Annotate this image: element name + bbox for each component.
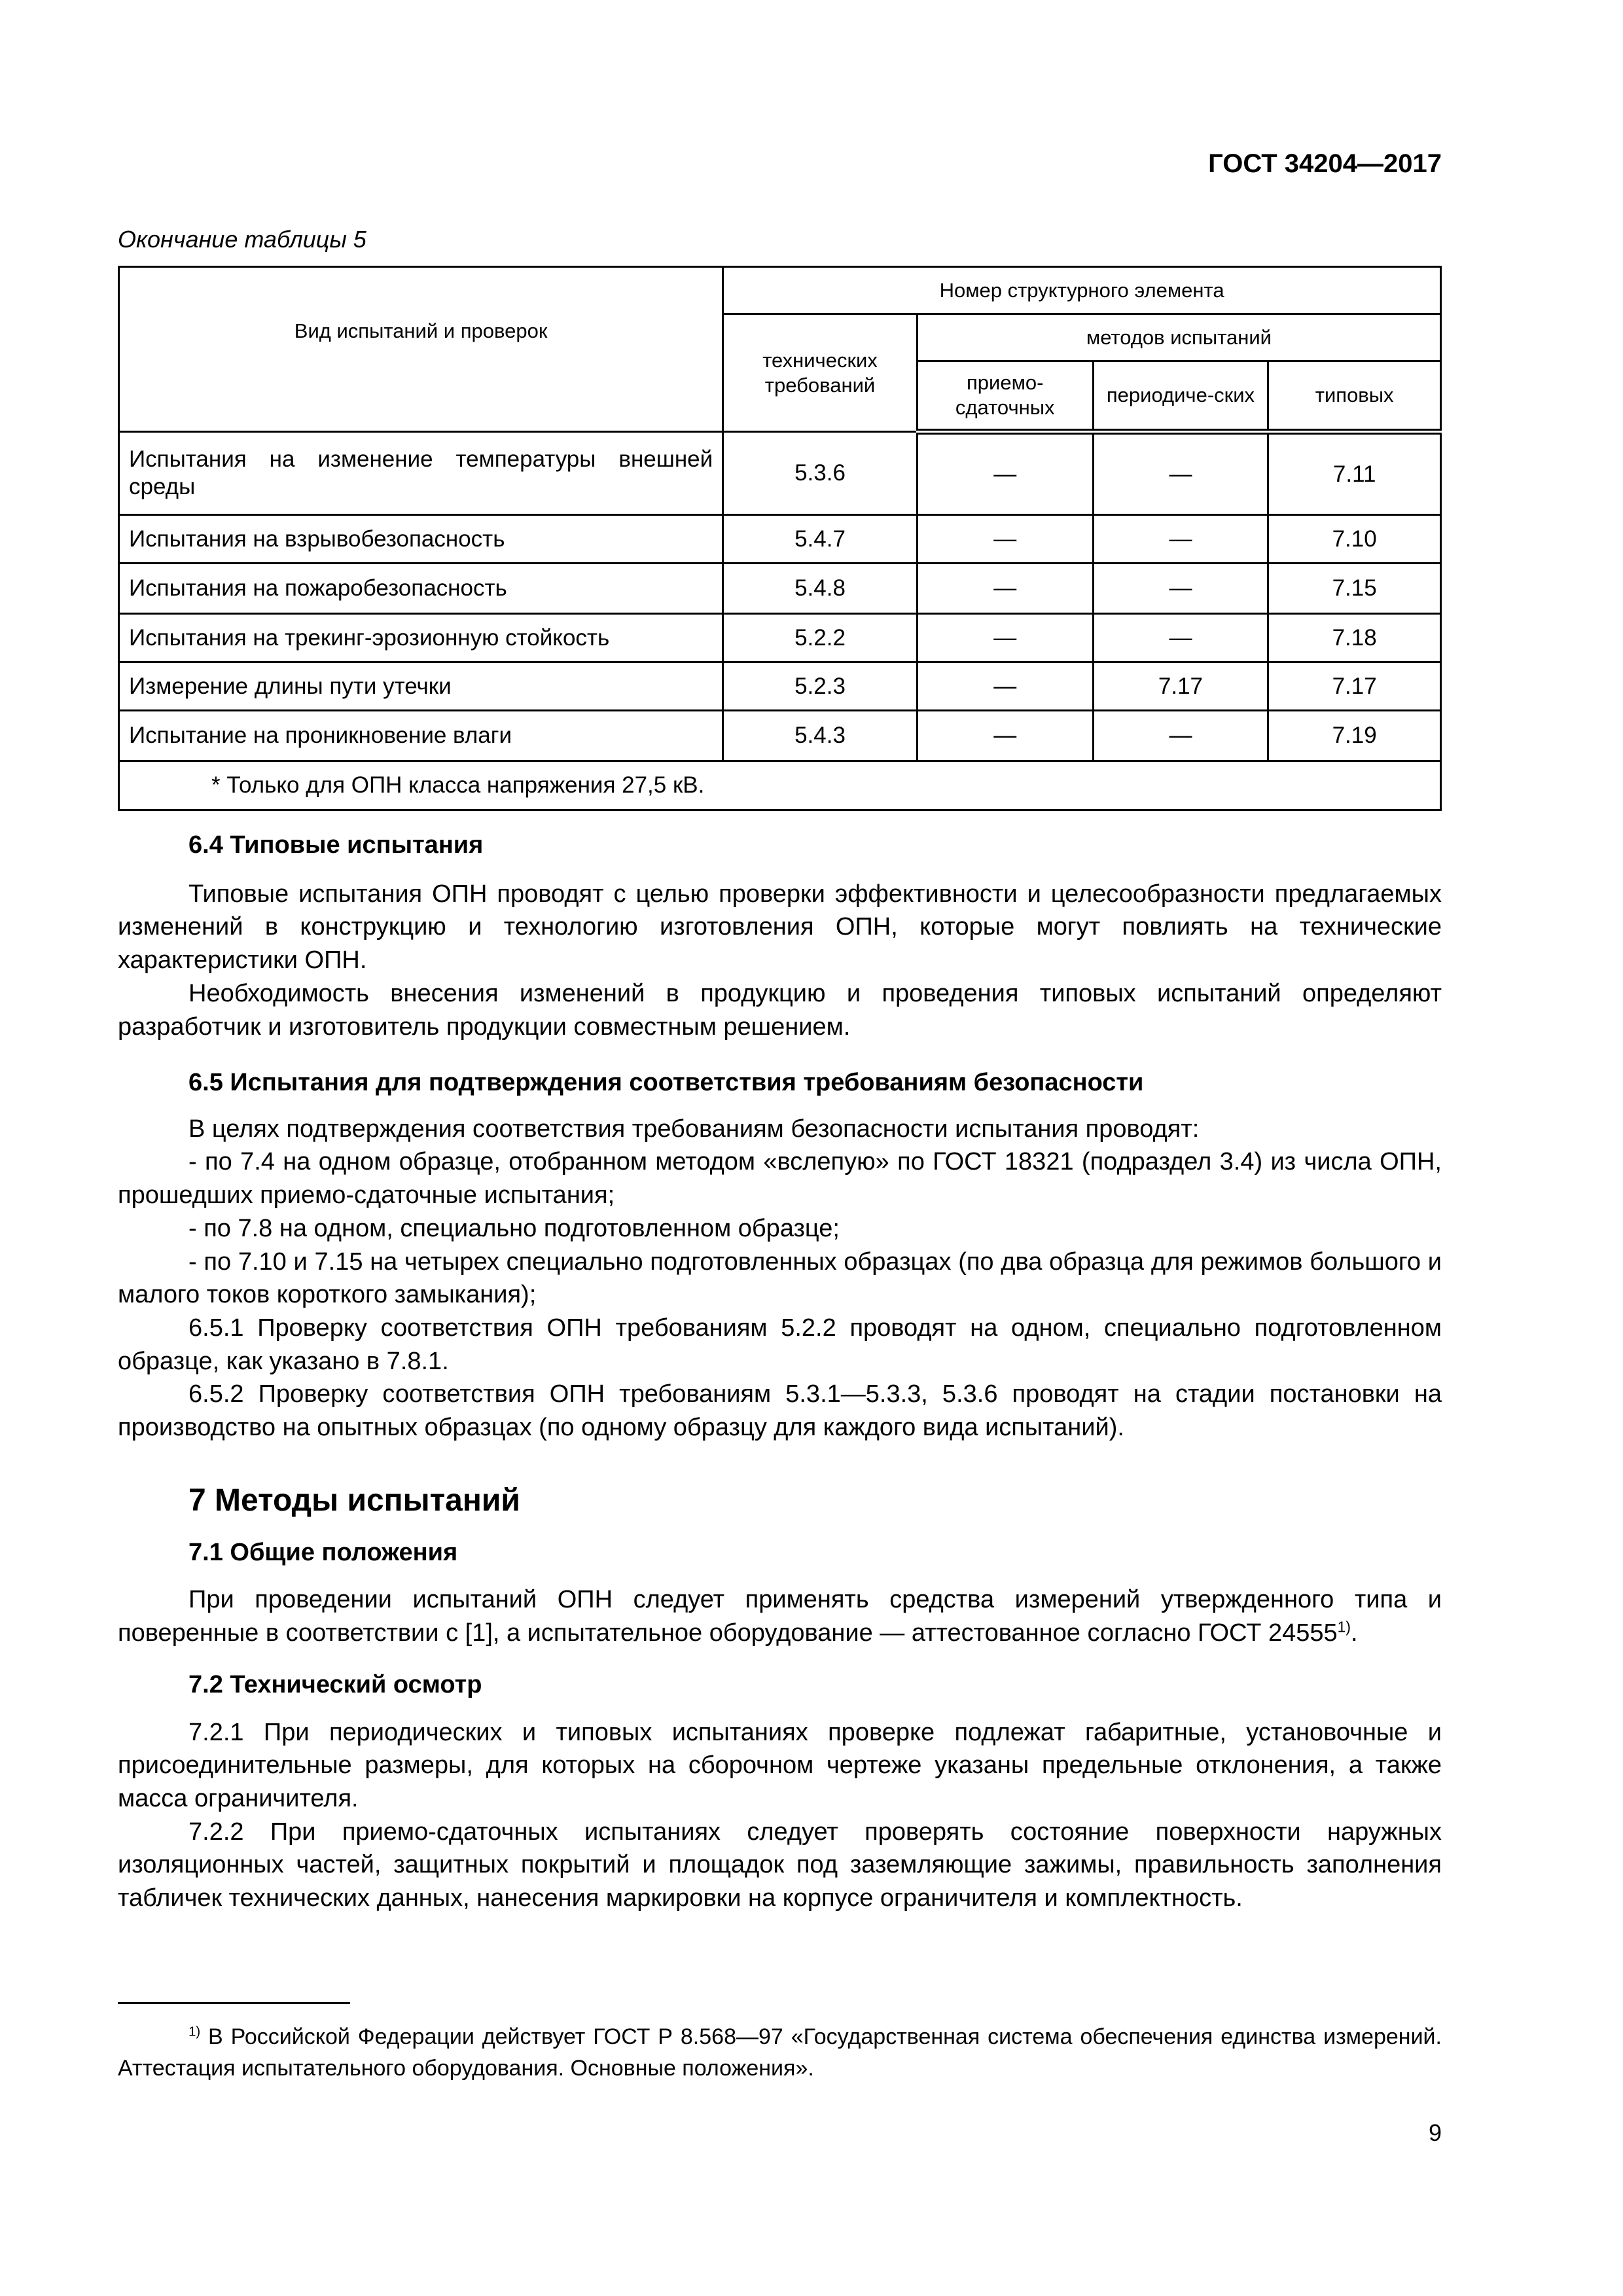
table-row [119, 711, 1441, 761]
header-element-number: Номер структурного элемента [723, 267, 1441, 314]
type-cell: 7.15 [1268, 564, 1441, 614]
header-acceptance: приемо-сдаточных [917, 361, 1093, 432]
acceptance-cell: — [917, 711, 1093, 761]
heading-6-4: 6.4 Типовые испытания [188, 831, 484, 859]
list-item: - по 7.4 на одном образце, отобранном методом «вслепую» по ГОСТ 18321 (подраздел 3.4) из числа ОПН, прошедших приемо-сдаточные испытания; [118, 1148, 1442, 1210]
paragraph: 6.5.1 Проверку соответствия ОПН требованиям 5.2.2 проводят на одном, специально подготовленном образце, как указано в 7.8.1. [118, 1314, 1442, 1375]
header-tech-requirements: технических требований [723, 314, 918, 432]
document-code: ГОСТ 34204—2017 [1208, 149, 1442, 178]
type-cell: 7.19 [1268, 711, 1441, 761]
table-footnote: * Только для ОПН класса напряжения 27,5 кВ. [119, 761, 1441, 810]
list-item: - по 7.8 на одном, специально подготовленном образце; [188, 1214, 840, 1242]
paragraph: Типовые испытания ОПН проводят с целью проверки эффективности и целесообразности предлагаемых изменений в конструкцию и технологию изготовления ОПН, которые могут повлиять на технические характеристики ОПН. [118, 880, 1442, 975]
section-6-5 [118, 1066, 1442, 1444]
test-name-cell: Испытания на изменение температуры внешней среды [119, 432, 723, 515]
table-row [119, 564, 1441, 614]
header-test-type: Вид испытаний и проверок [119, 267, 723, 432]
acceptance-cell: — [917, 614, 1093, 662]
heading-6-5: 6.5 Испытания для подтверждения соответствия требованиям безопасности [188, 1069, 1144, 1096]
table-row [119, 432, 1441, 515]
paragraph: 6.5.2 Проверку соответствия ОПН требованиям 5.3.1—5.3.3, 5.3.6 проводят на стадии постановки на производство на опытных образцах (по одному образцу для каждого вида испытаний). [118, 1380, 1442, 1442]
acceptance-cell: — [917, 564, 1093, 614]
tech-requirements-cell: 5.2.3 [723, 662, 918, 711]
type-cell: 7.18 [1268, 614, 1441, 662]
footnote: $^{1)}$ В Российской Федерации действует ГОСТ Р 8.568—97 «Государственная система обеспечения единства измерений. Аттестация испытательного оборудования. Основные положения». [118, 2024, 1442, 2081]
heading-7-2: 7.2 Технический осмотр [188, 1670, 482, 1698]
paragraph: 7.2.1 При периодических и типовых испытаниях проверке подлежат габаритные, установочные и присоединительные размеры, для которых на сборочном чертеже указаны предельные отклонения, а также масса ограничителя. [118, 1718, 1442, 1812]
table-row [119, 614, 1441, 662]
periodic-cell: — [1093, 614, 1268, 662]
test-name-cell: Испытание на проникновение влаги [119, 711, 723, 761]
header-periodic: периодиче-ских [1093, 361, 1268, 432]
heading-7: 7 Методы испытаний [188, 1483, 520, 1518]
section-7 [118, 1484, 1442, 1915]
paragraph: 7.2.2 При приемо-сдаточных испытаниях следует проверять состояние поверхности наружных изоляционных частей, защитных покрытий и площадок под заземляющие зажимы, правильность заполнения табличек технических данных, нанесения маркировки на корпусе ограничителя и комплектность. [118, 1818, 1442, 1912]
periodic-cell: — [1093, 515, 1268, 564]
test-name-cell: Испытания на взрывобезопасность [119, 515, 723, 564]
test-name-cell: Испытания на трекинг-эрозионную стойкость [119, 614, 723, 662]
header-type: типовых [1268, 361, 1441, 432]
paragraph: В целях подтверждения соответствия требованиям безопасности испытания проводят: [188, 1115, 1200, 1143]
type-cell: 7.17 [1268, 662, 1441, 711]
tech-requirements-cell: 5.4.3 [723, 711, 918, 761]
periodic-cell: — [1093, 432, 1268, 515]
periodic-cell: — [1093, 564, 1268, 614]
table-row [119, 662, 1441, 711]
header-test-methods: методов испытаний [917, 314, 1440, 361]
paragraph: Необходимость внесения изменений в продукцию и проведения типовых испытаний определяют разработчик и изготовитель продукции совместным решением. [118, 979, 1442, 1041]
footnote-divider [118, 2002, 350, 2004]
test-name-cell: Измерение длины пути утечки [119, 662, 723, 711]
tests-table [118, 266, 1442, 811]
tech-requirements-cell: 5.4.7 [723, 515, 918, 564]
table-row [119, 515, 1441, 564]
type-cell: 7.10 [1268, 515, 1441, 564]
page-number: 9 [1428, 2119, 1442, 2146]
section-6-4 [118, 829, 1442, 1043]
list-item: - по 7.10 и 7.15 на четырех специально подготовленных образцах (по два образца для режимов большого и малого токов короткого замыкания); [118, 1247, 1442, 1309]
tech-requirements-cell: 5.2.2 [723, 614, 918, 662]
table-continuation-label: Окончание таблицы 5 [118, 226, 366, 253]
acceptance-cell: — [917, 515, 1093, 564]
test-name-cell: Испытания на пожаробезопасность [119, 564, 723, 614]
type-cell: 7.11 [1268, 432, 1441, 515]
heading-7-1: 7.1 Общие положения [188, 1538, 458, 1566]
paragraph: При проведении испытаний ОПН следует применять средства измерений утвержденного типа и поверенные в соответствии с [1], а испытательное оборудование — аттестованное согласно ГОСТ 24555$^{1)}$. [118, 1586, 1442, 1647]
acceptance-cell: — [917, 432, 1093, 515]
acceptance-cell: — [917, 662, 1093, 711]
tech-requirements-cell: 5.4.8 [723, 564, 918, 614]
periodic-cell: — [1093, 711, 1268, 761]
periodic-cell: 7.17 [1093, 662, 1268, 711]
footnote-ref[interactable]: 1) [1337, 1618, 1351, 1636]
tech-requirements-cell: 5.3.6 [723, 432, 918, 515]
